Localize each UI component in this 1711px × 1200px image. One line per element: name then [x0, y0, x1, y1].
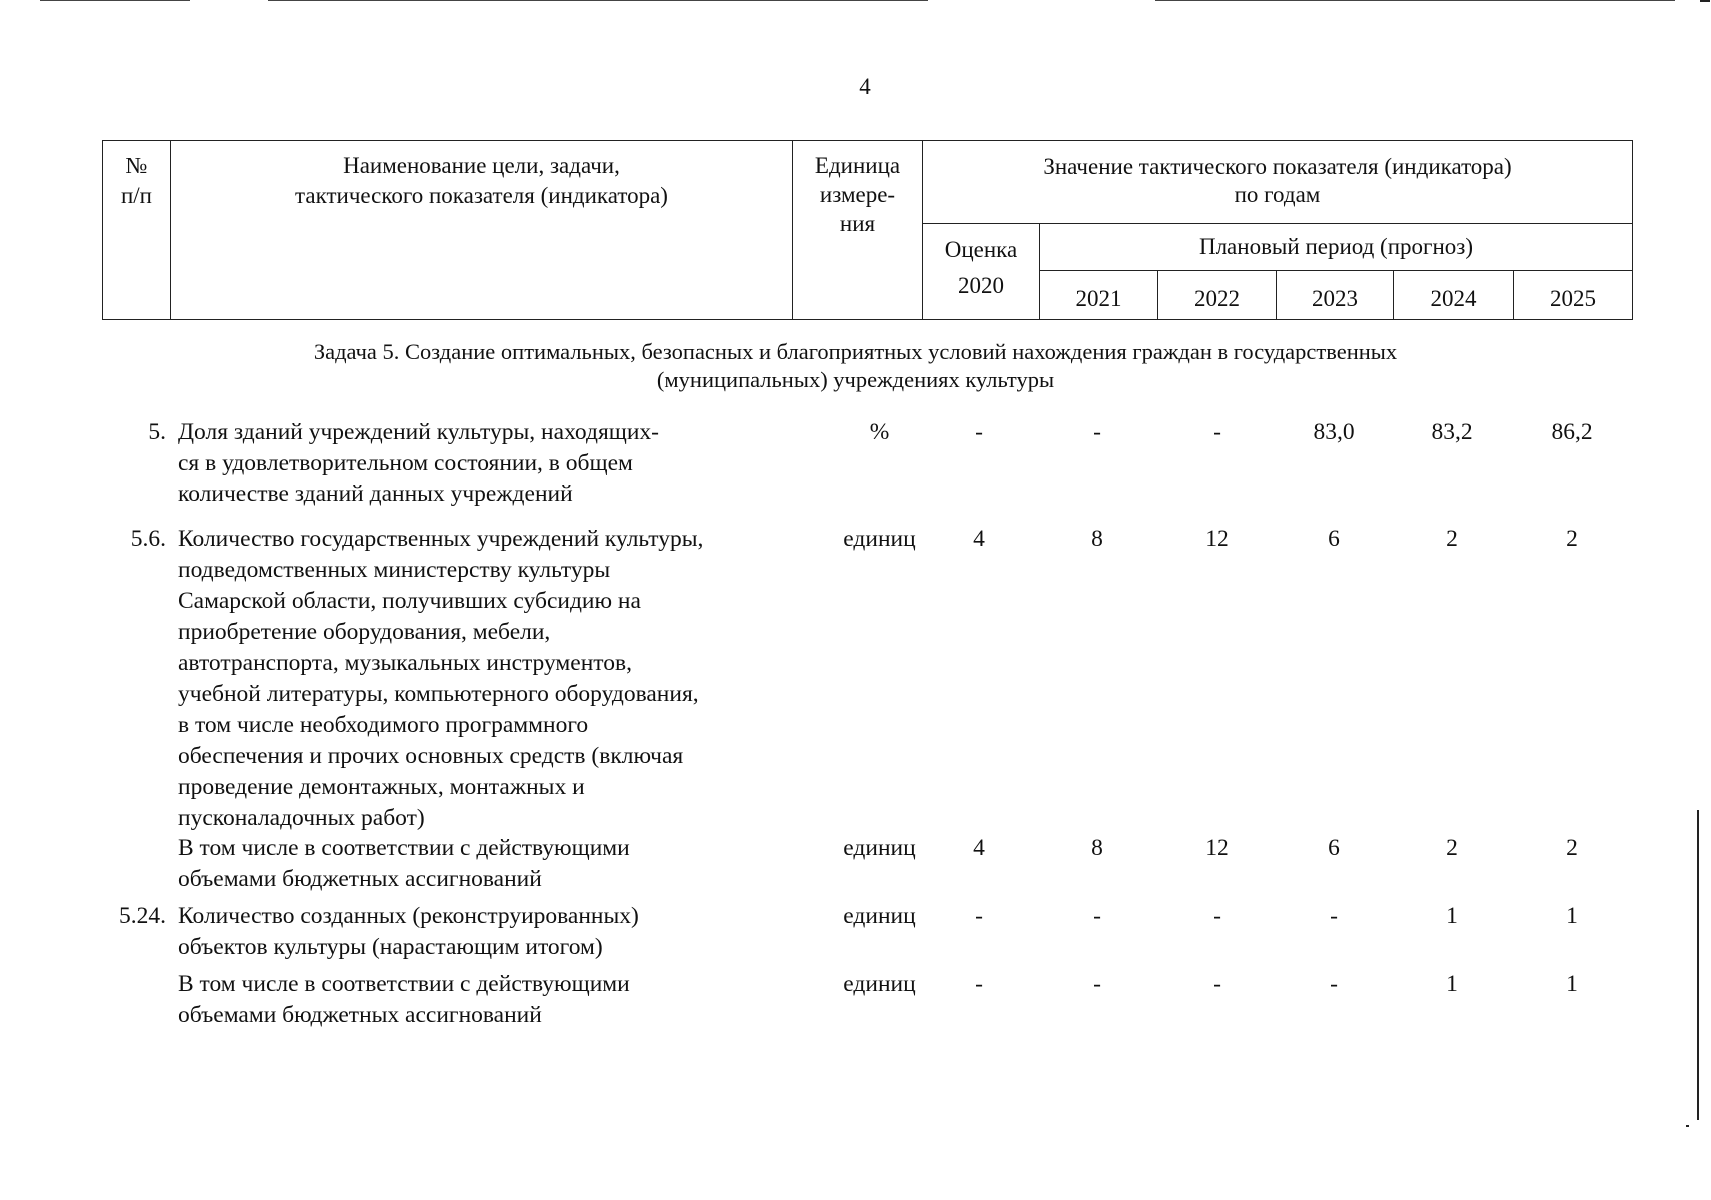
- scan-dot: [1686, 1125, 1689, 1127]
- row-number: 5.6.: [130, 526, 166, 552]
- row-unit: единиц: [843, 526, 916, 552]
- year-header: 2023: [1277, 271, 1394, 320]
- row-value: -: [1213, 419, 1221, 445]
- top-rule: [40, 0, 190, 1]
- col-num-header: № п/п: [103, 141, 171, 320]
- row-value: 2: [1446, 835, 1458, 861]
- row-value: 1: [1446, 971, 1458, 997]
- row-value: 83,0: [1313, 419, 1355, 445]
- row-value: 8: [1091, 526, 1103, 552]
- col-estimate-header: Оценка 2020: [923, 224, 1040, 320]
- row-name: Доля зданий учреждений культуры, находящих- ся в удовлетворительном состоянии, в общем количестве зданий данных учреждений: [178, 419, 660, 507]
- row-value: 12: [1205, 835, 1229, 861]
- row-value: -: [1093, 419, 1101, 445]
- col-unit-header: Единица измере- ния: [793, 141, 923, 320]
- col-values-header: Значение тактического показателя (индикатора) по годам: [923, 141, 1633, 224]
- row-value: -: [975, 971, 983, 997]
- row-value: 2: [1566, 835, 1578, 861]
- row-value: 1: [1566, 971, 1578, 997]
- row-value: -: [1093, 971, 1101, 997]
- row-value: 8: [1091, 835, 1103, 861]
- row-value: 2: [1566, 526, 1578, 552]
- task-caption: Задача 5. Создание оптимальных, безопасных и благоприятных условий нахождения граждан в государственных (муниципальных) учреждениях культуры: [313, 339, 1398, 392]
- edge-mark: [1700, 0, 1710, 2]
- row-number: 5.24.: [119, 903, 166, 929]
- row-name: В том числе в соответствии с действующими объемами бюджетных ассигнований: [178, 835, 630, 892]
- row-name: Количество государственных учреждений культуры, подведомственных министерству культуры Самарской области, получивших субсидию на приобретение оборудования, мебели, автотранспорта, музыкальных инструментов, учебной литературы, компьютерного оборудования, в том числе необходимого программного обеспечения и прочих основных средств (включая проведение демонтажных, монтажных и пусконаладочных работ): [178, 526, 704, 831]
- indicator-table-header: [102, 140, 1633, 320]
- row-value: -: [1093, 903, 1101, 929]
- row-value: 4: [973, 526, 985, 552]
- row-value: 1: [1446, 903, 1458, 929]
- row-name: В том числе в соответствии с действующими объемами бюджетных ассигнований: [178, 971, 630, 1028]
- row-unit: единиц: [843, 835, 916, 861]
- row-unit: единиц: [843, 903, 916, 929]
- row-value: 1: [1566, 903, 1578, 929]
- page-number: 4: [859, 74, 871, 99]
- year-header: 2022: [1158, 271, 1277, 320]
- row-value: -: [1330, 903, 1338, 929]
- row-value: 83,2: [1431, 419, 1473, 445]
- col-plan-header: Плановый период (прогноз): [1040, 224, 1633, 271]
- scan-edge-mark: [1697, 810, 1699, 1120]
- col-name-header: Наименование цели, задачи, тактического показателя (индикатора): [171, 141, 793, 320]
- row-value: -: [975, 903, 983, 929]
- row-value: 2: [1446, 526, 1458, 552]
- row-value: 6: [1328, 526, 1340, 552]
- row-value: -: [1213, 971, 1221, 997]
- row-unit: единиц: [843, 971, 916, 997]
- row-value: 6: [1328, 835, 1340, 861]
- row-value: -: [975, 419, 983, 445]
- row-unit: %: [869, 419, 890, 445]
- row-value: 12: [1205, 526, 1229, 552]
- year-header: 2025: [1514, 271, 1633, 320]
- row-number: 5.: [148, 419, 166, 445]
- row-value: -: [1330, 971, 1338, 997]
- top-rule: [1155, 0, 1675, 1]
- year-header: 2024: [1394, 271, 1514, 320]
- row-value: 4: [973, 835, 985, 861]
- year-header: 2021: [1040, 271, 1158, 320]
- row-name: Количество созданных (реконструированных) объектов культуры (нарастающим итогом): [178, 903, 639, 960]
- top-rule: [268, 0, 928, 1]
- row-value: 86,2: [1551, 419, 1593, 445]
- row-value: -: [1213, 903, 1221, 929]
